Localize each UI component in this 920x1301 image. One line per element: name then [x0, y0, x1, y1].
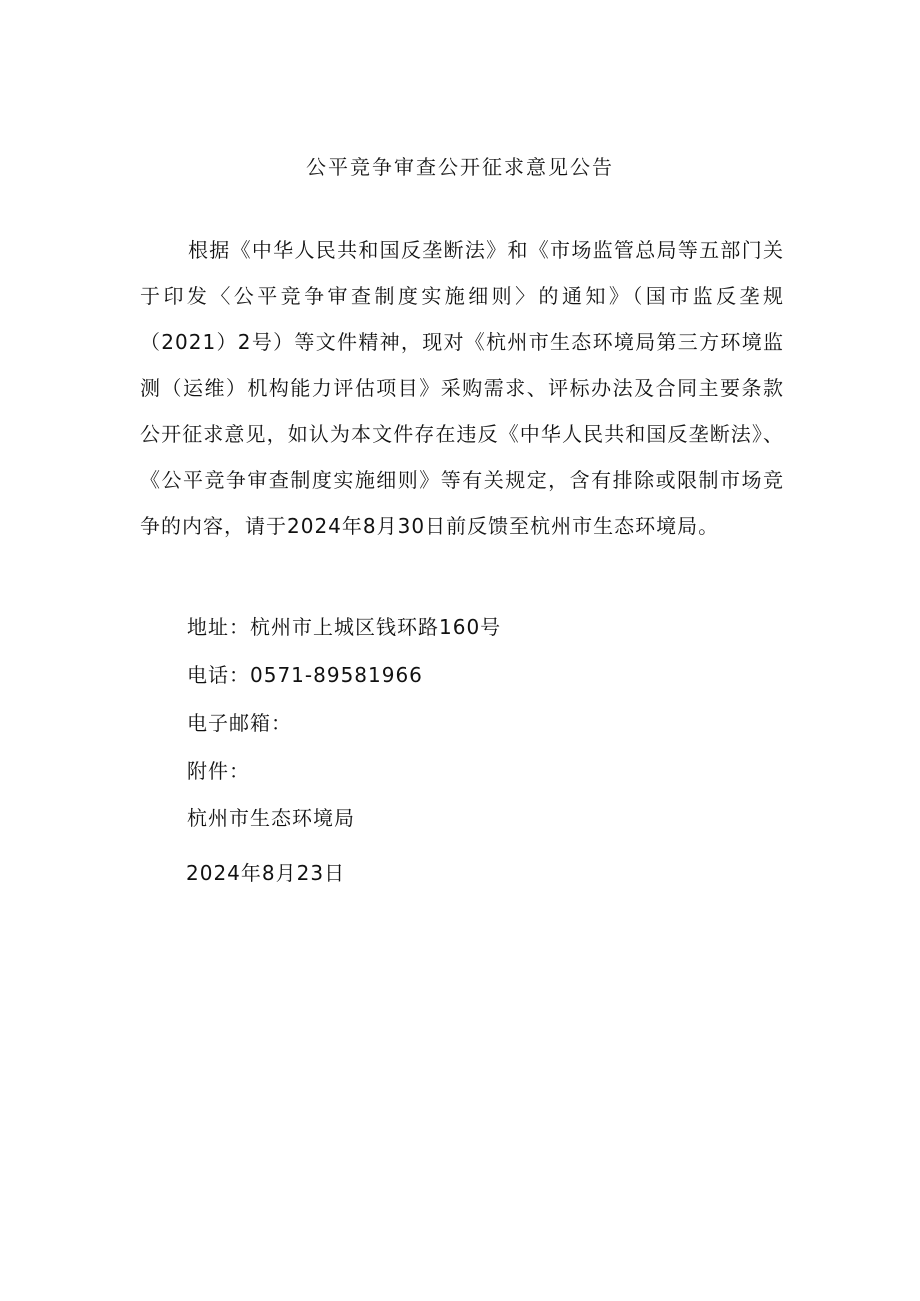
email-line: 电子邮箱：	[187, 711, 292, 735]
issue-date: 2024年8月23日	[186, 861, 346, 885]
page-title: 公平竞争审查公开征求意见公告	[306, 155, 614, 179]
address-line: 地址：杭州市上城区钱环路160号	[187, 615, 502, 639]
issuing-organization: 杭州市生态环境局	[187, 806, 355, 830]
phone-line: 电话：0571-89581966	[187, 663, 423, 687]
notice-paragraph: 根据《中华人民共和国反垄断法》和《市场监管总局等五部门关于印发〈公平竞争审查制度实施细则〉的通知》（国市监反垄规（2021）2号）等文件精神，现对《杭州市生态环境局第三方环境监测（运维）机构能力评估项目》采购需求、评标办法及合同主要条款公开征求意见，如认为本文件存在违反《中华人民共和国反垄断法》、《公平竞争审查制度实施细则》等有关规定，含有排除或限制市场竞争的内容，请于2024年8月30日前反馈至杭州市生态环境局。	[140, 238, 784, 538]
attachment-line: 附件：	[187, 759, 250, 783]
